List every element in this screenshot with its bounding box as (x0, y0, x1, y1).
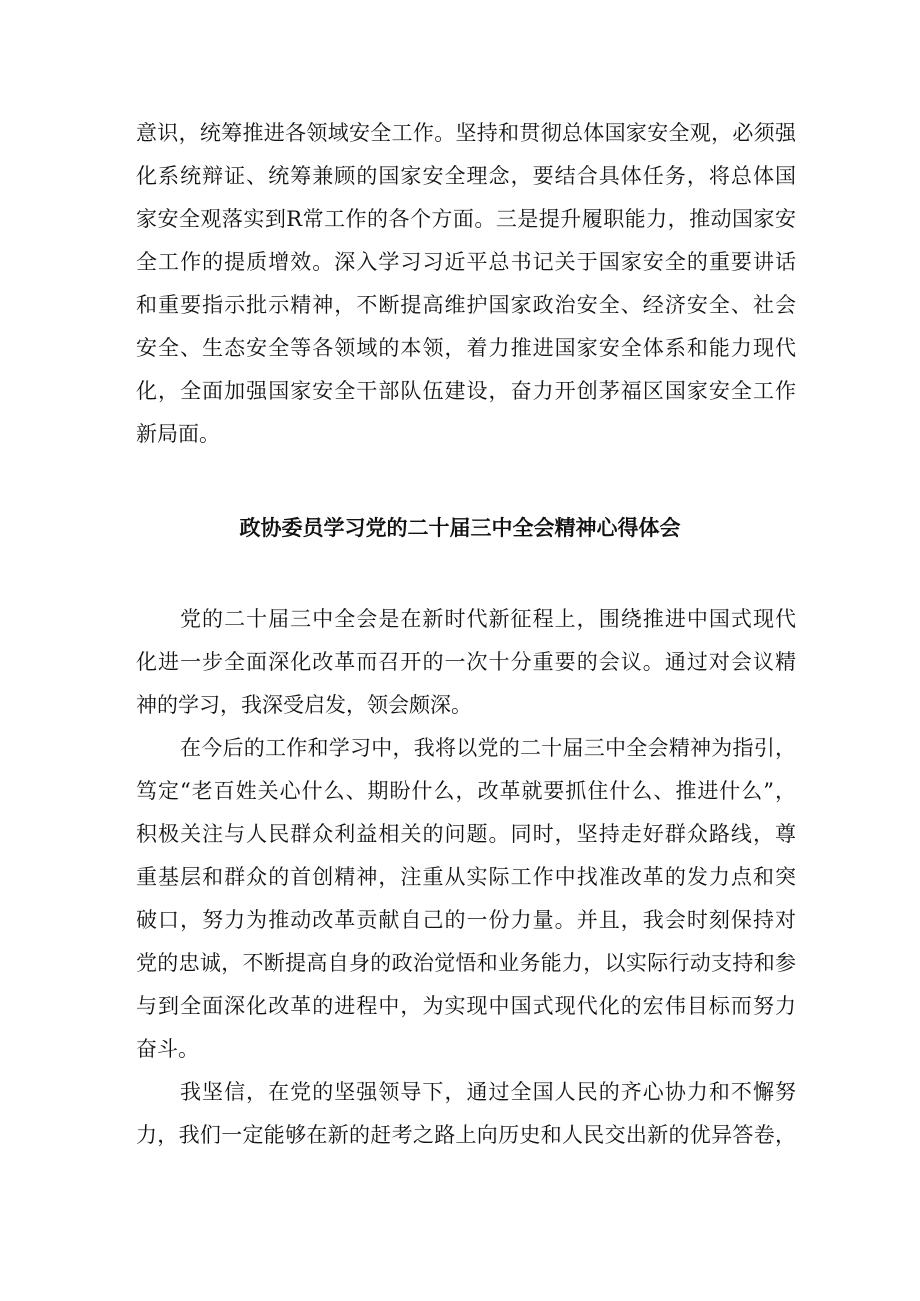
paragraph-line: 神的学习，我深受启发，领会颇深。 (136, 693, 472, 717)
body-text-line: 化系统辩证、统筹兼顾的国家安全理念，要结合具体任务，将总体国 (136, 164, 796, 188)
paragraph-line: 化进一步全面深化改革而召开的一次十分重要的会议。通过对会议精 (136, 650, 796, 674)
body-text-line: 安全、生态安全等各领域的本领，着力推进国家安全体系和能力现代 (136, 336, 796, 360)
body-text-line: 家安全观落实到R常工作的各个方面。三是提升履职能力，推动国家安 (136, 207, 796, 231)
paragraph-line: 力，我们一定能够在新的赶考之路上向历史和人民交出新的优异答卷， (136, 1123, 796, 1147)
paragraph-line: 重基层和群众的首创精神，注重从实际工作中找准改革的发力点和突 (136, 865, 796, 889)
body-text-line: 和重要指示批示精神，不断提高维护国家政治安全、经济安全、社会 (136, 293, 796, 317)
body-text-line: 新局面。 (136, 422, 220, 446)
paragraph-line: 笃定“老百姓关心什么、期盼什么，改革就要抓住什么、推进什么”， (136, 779, 796, 803)
body-text-line: 意识，统筹推进各领域安全工作。坚持和贯彻总体国家安全观，必须强 (136, 121, 796, 145)
body-text-line: 化，全面加强国家安全干部队伍建设，奋力开创茅福区国家安全工作 (136, 379, 796, 403)
body-text-line: 全工作的提质增效。深入学习习近平总书记关于国家安全的重要讲话 (136, 250, 796, 274)
article-title: 政协委员学习党的二十届三中全会精神心得体会 (239, 515, 681, 540)
paragraph-line: 与到全面深化改革的进程中，为实现中国式现代化的宏伟目标而努力 (136, 994, 796, 1018)
paragraph-line: 在今后的工作和学习中，我将以党的二十届三中全会精神为指引， (180, 736, 796, 760)
paragraph-line: 党的忠诚，不断提高自身的政治觉悟和业务能力，以实际行动支持和参 (136, 951, 796, 975)
paragraph-line: 破口，努力为推动改革贡献自己的一份力量。并且，我会时刻保持对 (136, 908, 796, 932)
paragraph-line: 积极关注与人民群众利益相关的问题。同时，坚持走好群众路线，尊 (136, 822, 796, 846)
paragraph-line: 我坚信，在党的坚强领导下，通过全国人民的齐心协力和不懈努 (180, 1080, 796, 1104)
paragraph-line: 党的二十届三中全会是在新时代新征程上，围绕推进中国式现代 (180, 607, 796, 631)
paragraph-line: 奋斗。 (136, 1037, 199, 1061)
